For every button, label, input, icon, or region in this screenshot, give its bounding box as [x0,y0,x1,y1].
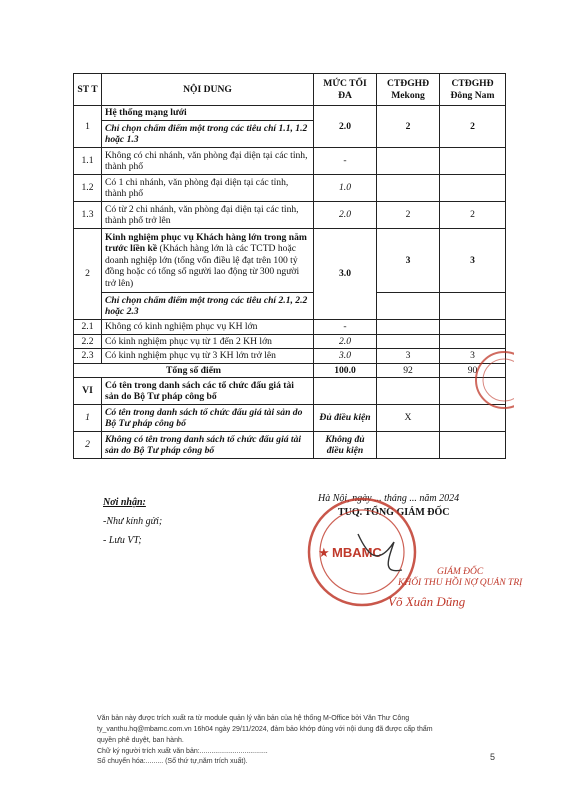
row-content: Không có chi nhánh, văn phòng đại diện tại các tỉnh, thành phố [102,148,314,175]
row-stt: 1.3 [74,202,102,229]
row-content: Có tên trong danh sách các tổ chức đấu giá tài sản do Bộ Tư pháp công bố [102,378,314,405]
row-stt: 1.1 [74,148,102,175]
footnote-line: Văn bản này được trích xuất ra từ module quản lý văn bản của hệ thống M-Office bởi Văn Thư Công [97,715,410,722]
company-seal [298,496,426,608]
row-mekong: 3 [377,229,440,293]
row-mekong: 3 [377,349,440,364]
row-content: Không có tên trong danh sách tổ chức đấu giá tài sản do Bộ Tư pháp công bố [102,432,314,459]
signer-name: Võ Xuân Dũng [388,594,466,609]
row-dong-nam: 2 [440,202,506,229]
total-mekong: 92 [377,363,440,378]
recipient-item: - Lưu VT; [103,535,142,546]
table-row [74,106,506,121]
row-instruction: Chỉ chọn chấm điểm một trong các tiêu chí 1.1, 1.2 hoặc 1.3 [102,121,314,148]
row-stt: VI [74,378,102,405]
row-max-empty [314,378,377,405]
row-dong-nam-empty [440,293,506,320]
row-max: Không đủ điều kiện [314,432,377,459]
row-stt: 2 [74,229,102,320]
row-dong-nam: 3 [440,229,506,293]
row-mekong: 2 [377,106,440,148]
row-stt: 2.1 [74,320,102,335]
row-content: Có kinh nghiệm phục vụ từ 3 KH lớn trở lên [102,349,314,364]
sign-title: TUQ. TỔNG GIÁM ĐỐC [338,507,450,518]
header-stt: ST T [74,74,102,106]
header-dong-nam: CTĐGHĐ Đông Nam [440,74,506,106]
page-number: 5 [490,752,496,762]
row-mekong: 2 [377,202,440,229]
recipients-heading: Nơi nhận: [103,497,146,508]
row-stt: 2.2 [74,334,102,349]
table-row [74,349,506,364]
svg-text:★: ★ [318,545,330,560]
row-dong-nam [440,432,506,459]
recipients-block [103,493,162,550]
table-row [74,229,506,293]
total-dong-nam: 90 [440,363,506,378]
table-row [74,175,506,202]
table-row [74,320,506,335]
table-row [74,293,506,320]
row-stt: 2 [74,432,102,459]
row-mekong: X [377,405,440,432]
extraction-footnote [97,714,433,768]
sign-date: Hà Nội, ngày ... tháng ... năm 2024 [318,493,460,504]
row-stt: 1.2 [74,175,102,202]
row-content [102,229,314,293]
signer-role-line1: GIÁM ĐỐC [437,567,484,577]
row-mekong [377,432,440,459]
row-mekong-empty [377,378,440,405]
seam-stamp [474,345,514,415]
evaluation-table [73,73,506,459]
table-row [74,202,506,229]
signer-role [398,567,522,589]
footnote-line: Chữ ký người trích xuất văn bản:................................... [97,747,268,755]
header-content: NỘI DUNG [102,74,314,106]
table-row [74,432,506,459]
table-row [74,148,506,175]
row-mekong [377,148,440,175]
footnote-line: quyền phê duyệt, ban hành. [97,736,184,744]
row-content: Có 1 chi nhánh, văn phòng đại diện tại các tỉnh, thành phố [102,175,314,202]
row-mekong [377,320,440,335]
row-content: Có từ 2 chi nhánh, văn phòng đại diện tại các tỉnh, thành phố trở lên [102,202,314,229]
seal-text: MBAMC [332,545,382,560]
row-max: Đủ điều kiện [314,405,377,432]
header-max: MỨC TỐI ĐA [314,74,377,106]
row-mekong-empty [377,293,440,320]
table-header-row [74,74,506,106]
row-max: - [314,320,377,335]
row-stt: 1 [74,106,102,148]
table-row [74,334,506,349]
table-row [74,405,506,432]
row-content: Không có kinh nghiệm phục vụ KH lớn [102,320,314,335]
row-stt: 1 [74,405,102,432]
footnote-line: ty_vanthu.hq@mbamc.com.vn 16h04 ngày 29/11/2024, đảm bảo khớp đúng với nội dung đã được cấp thẩm [97,725,433,733]
row-max: 2.0 [314,106,377,148]
row-content-bold: Kinh nghiệm phục vụ Khách hàng lớn trong năm trước liền kề [105,231,307,255]
row-mekong [377,334,440,349]
row-dong-nam: 3 [440,349,506,364]
table-row [74,378,506,405]
row-max: 2.0 [314,334,377,349]
row-max: - [314,148,377,175]
row-dong-nam [440,175,506,202]
header-mekong: CTĐGHĐ Mekong [377,74,440,106]
row-dong-nam: 2 [440,106,506,148]
row-stt: 2.3 [74,349,102,364]
row-max: 3.0 [314,229,377,320]
row-content: Có tên trong danh sách tổ chức đấu giá tài sản do Bộ Tư pháp công bố [102,405,314,432]
row-dong-nam [440,320,506,335]
row-max: 2.0 [314,202,377,229]
row-content-rest: (Khách hàng lớn là các TCTD hoặc doanh nghiệp lớn (tổng vốn điều lệ đạt trên 100 tỷ đồng hoặc có tổng số người lao động từ 300 người trở lên) [105,243,300,289]
row-max: 1.0 [314,175,377,202]
section-title: Hệ thống mạng lưới [102,106,314,121]
row-content: Có kinh nghiệm phục vụ từ 1 đến 2 KH lớn [102,334,314,349]
row-max: 3.0 [314,349,377,364]
signer-role-line2: KHỐI THU HỒI NỢ QUẢN TRỊ [398,577,523,588]
total-max: 100.0 [314,363,377,378]
row-dong-nam [440,148,506,175]
recipient-item: -Như kính gửi; [103,516,163,527]
total-row [74,363,506,378]
row-instruction: Chỉ chọn chấm điểm một trong các tiêu chí 2.1, 2.2 hoặc 2.3 [102,293,314,320]
footnote-line: Số chuyển hóa:......... (Số thứ tự,năm trích xuất). [97,758,248,766]
row-mekong [377,175,440,202]
total-label: Tổng số điểm [74,363,314,378]
